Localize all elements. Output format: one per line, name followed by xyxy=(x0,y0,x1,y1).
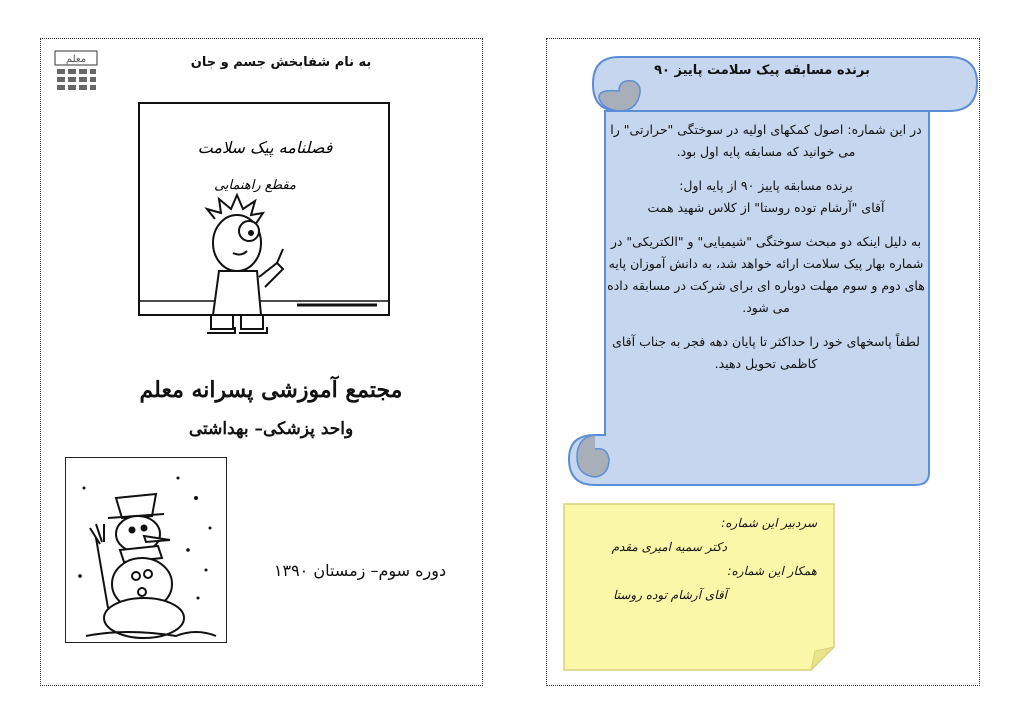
paragraph-3: به دلیل اینکه دو مبحث سوختگی "شیمیایی" و "الکتریکی" در شماره بهار پیک سلامت ارائه خواهد شد، به دانش آموزان پایه های دوم و سوم مهلت دوباره ای برای شرکت در مسابقه داده می شود. xyxy=(607,234,925,315)
scroll-title: برنده مسابقه پیک سلامت پاییز ۹۰ xyxy=(654,63,870,78)
edition-text: دوره سوم– زمستان ۱۳۹۰ xyxy=(273,561,447,580)
editor-name: دکتر سمیه امیری مقدم xyxy=(611,540,727,554)
paragraph-4: لطفاً پاسخهای خود را حداکثر تا پایان دهه فجر به جناب آقای کاظمی تحویل دهید. xyxy=(612,334,920,371)
colleague-label: همکار این شماره: xyxy=(727,564,817,578)
editor-label: سردبیر این شماره: xyxy=(721,516,817,530)
school-logo xyxy=(53,49,99,95)
board-text-subtitle: مقطع راهنمایی xyxy=(214,178,296,193)
winner-name: آقای "آرشام توده روستا" از کلاس شهید همت xyxy=(647,200,885,215)
chalkboard-illustration xyxy=(137,101,391,343)
credits xyxy=(573,511,827,607)
snowman-icon xyxy=(66,458,226,642)
paragraph-2 xyxy=(607,175,925,219)
board-text-title: فصلنامه پیک سلامت xyxy=(197,138,333,157)
bismillah-text: به نام شفابخش جسم و جان xyxy=(190,55,372,70)
announcement-text xyxy=(607,119,925,387)
announcement-page xyxy=(546,38,980,686)
unit-title: واحد پزشکی– بهداشتی xyxy=(188,419,354,439)
svg-text:معلم: معلم xyxy=(65,54,87,65)
paragraph-1: در این شماره: اصول کمکهای اولیه در سوختگی "حرارتی" را می خوانید که مسابقه پایه اول بود. xyxy=(610,122,922,159)
winner-intro: برنده مسابقه پاییز ۹۰ از پایه اول: xyxy=(679,178,853,193)
main-title: مجتمع آموزشی پسرانه معلم xyxy=(139,377,403,403)
cover-page xyxy=(40,38,483,686)
colleague-name: آقای آرشام توده روستا xyxy=(613,588,727,602)
snowman-illustration xyxy=(65,457,227,643)
